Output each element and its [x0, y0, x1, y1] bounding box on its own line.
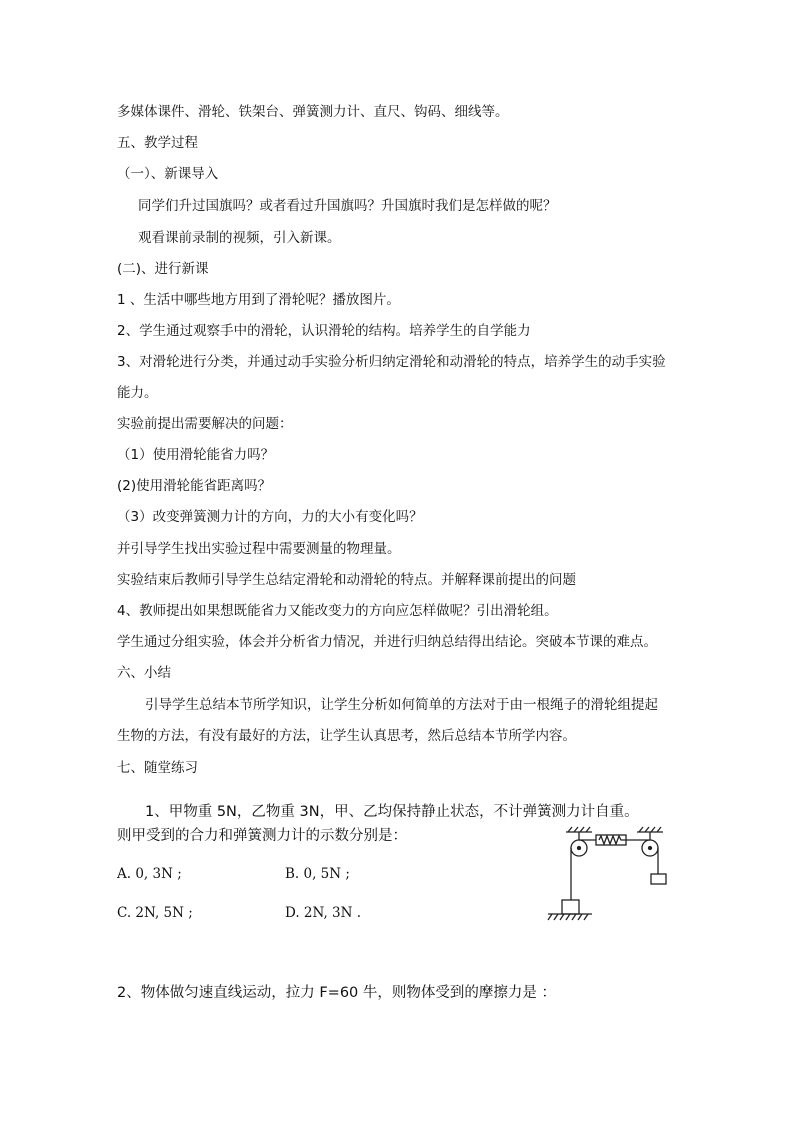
option-d: D. 2N, 3N .: [285, 905, 362, 921]
exercise-2-line: 2、物体做匀速直线运动，拉力 F=60 牛，则物体受到的摩擦力是 ：: [117, 985, 556, 1001]
pre-experiment-questions: 实验前提出需要解决的问题：: [117, 416, 293, 432]
guide-line-1: 并引导学生找出实验过程中需要测量的物理量。: [117, 541, 401, 557]
section-7-title: 七、随堂练习: [117, 760, 198, 776]
group-experiment-line: 学生通过分组实验，体会并分析省力情况，并进行归纳总结得出结论。突破本节课的难点。: [117, 634, 657, 650]
subsection-1-title: （一）、新课导入: [117, 166, 219, 182]
question-3: （3）改变弹簧测力计的方向，力的大小有变化吗？: [117, 509, 423, 525]
option-c: C. 2N, 5N ;: [117, 905, 193, 921]
materials-line: 多媒体课件、滑轮、铁架台、弹簧测力计、直尺、钩码、细线等。: [117, 104, 509, 120]
section-5-title: 五、教学过程: [117, 135, 198, 151]
pulley-spring-diagram: [540, 822, 680, 927]
intro-paragraph-1: 同学们升过国旗吗？或者看过升国旗吗？升国旗时我们是怎样做的呢？: [138, 198, 557, 214]
subsection-2-title: (二)、进行新课: [117, 261, 209, 277]
step-3-line-1: 3、对滑轮进行分类，并通过动手实验分析归纳定滑轮和动滑轮的特点，培养学生的动手实验: [117, 354, 666, 370]
option-b: B. 0, 5N ;: [285, 866, 350, 882]
question-2: (2)使用滑轮能省距离吗？: [117, 478, 272, 494]
step-3-line-2: 能力。: [117, 385, 158, 401]
guide-line-2: 实验结束后教师引导学生总结定滑轮和动滑轮的特点。并解释课前提出的问题: [117, 572, 576, 588]
step-4: 4、教师提出如果想既能省力又能改变力的方向应怎样做呢？引出滑轮组。: [117, 603, 558, 619]
option-a: A. 0, 3N ;: [117, 866, 182, 882]
section-6-title: 六、小结: [117, 665, 171, 681]
step-1: 1 、生活中哪些地方用到了滑轮呢？播放图片。: [117, 292, 400, 308]
exercise-1-line-2: 则甲受到的合力和弹簧测力计的示数分别是：: [117, 828, 407, 844]
step-2: 2、学生通过观察手中的滑轮，认识滑轮的结构。培养学生的自学能力: [117, 323, 531, 339]
intro-paragraph-2: 观看课前录制的视频，引入新课。: [138, 230, 341, 246]
summary-line-1: 引导学生总结本节所学知识，让学生分析如何简单的方法对于由一根绳子的滑轮组提起: [145, 697, 658, 713]
summary-line-2: 生物的方法，有没有最好的方法，让学生认真思考，然后总结本节所学内容。: [117, 728, 576, 744]
exercise-1-line-1: 1、甲物重 5N，乙物重 3N，甲、乙均保持静止状态，不计弹簧测力计自重。: [145, 804, 639, 820]
question-1: （1）使用滑轮能省力吗？: [117, 447, 275, 463]
